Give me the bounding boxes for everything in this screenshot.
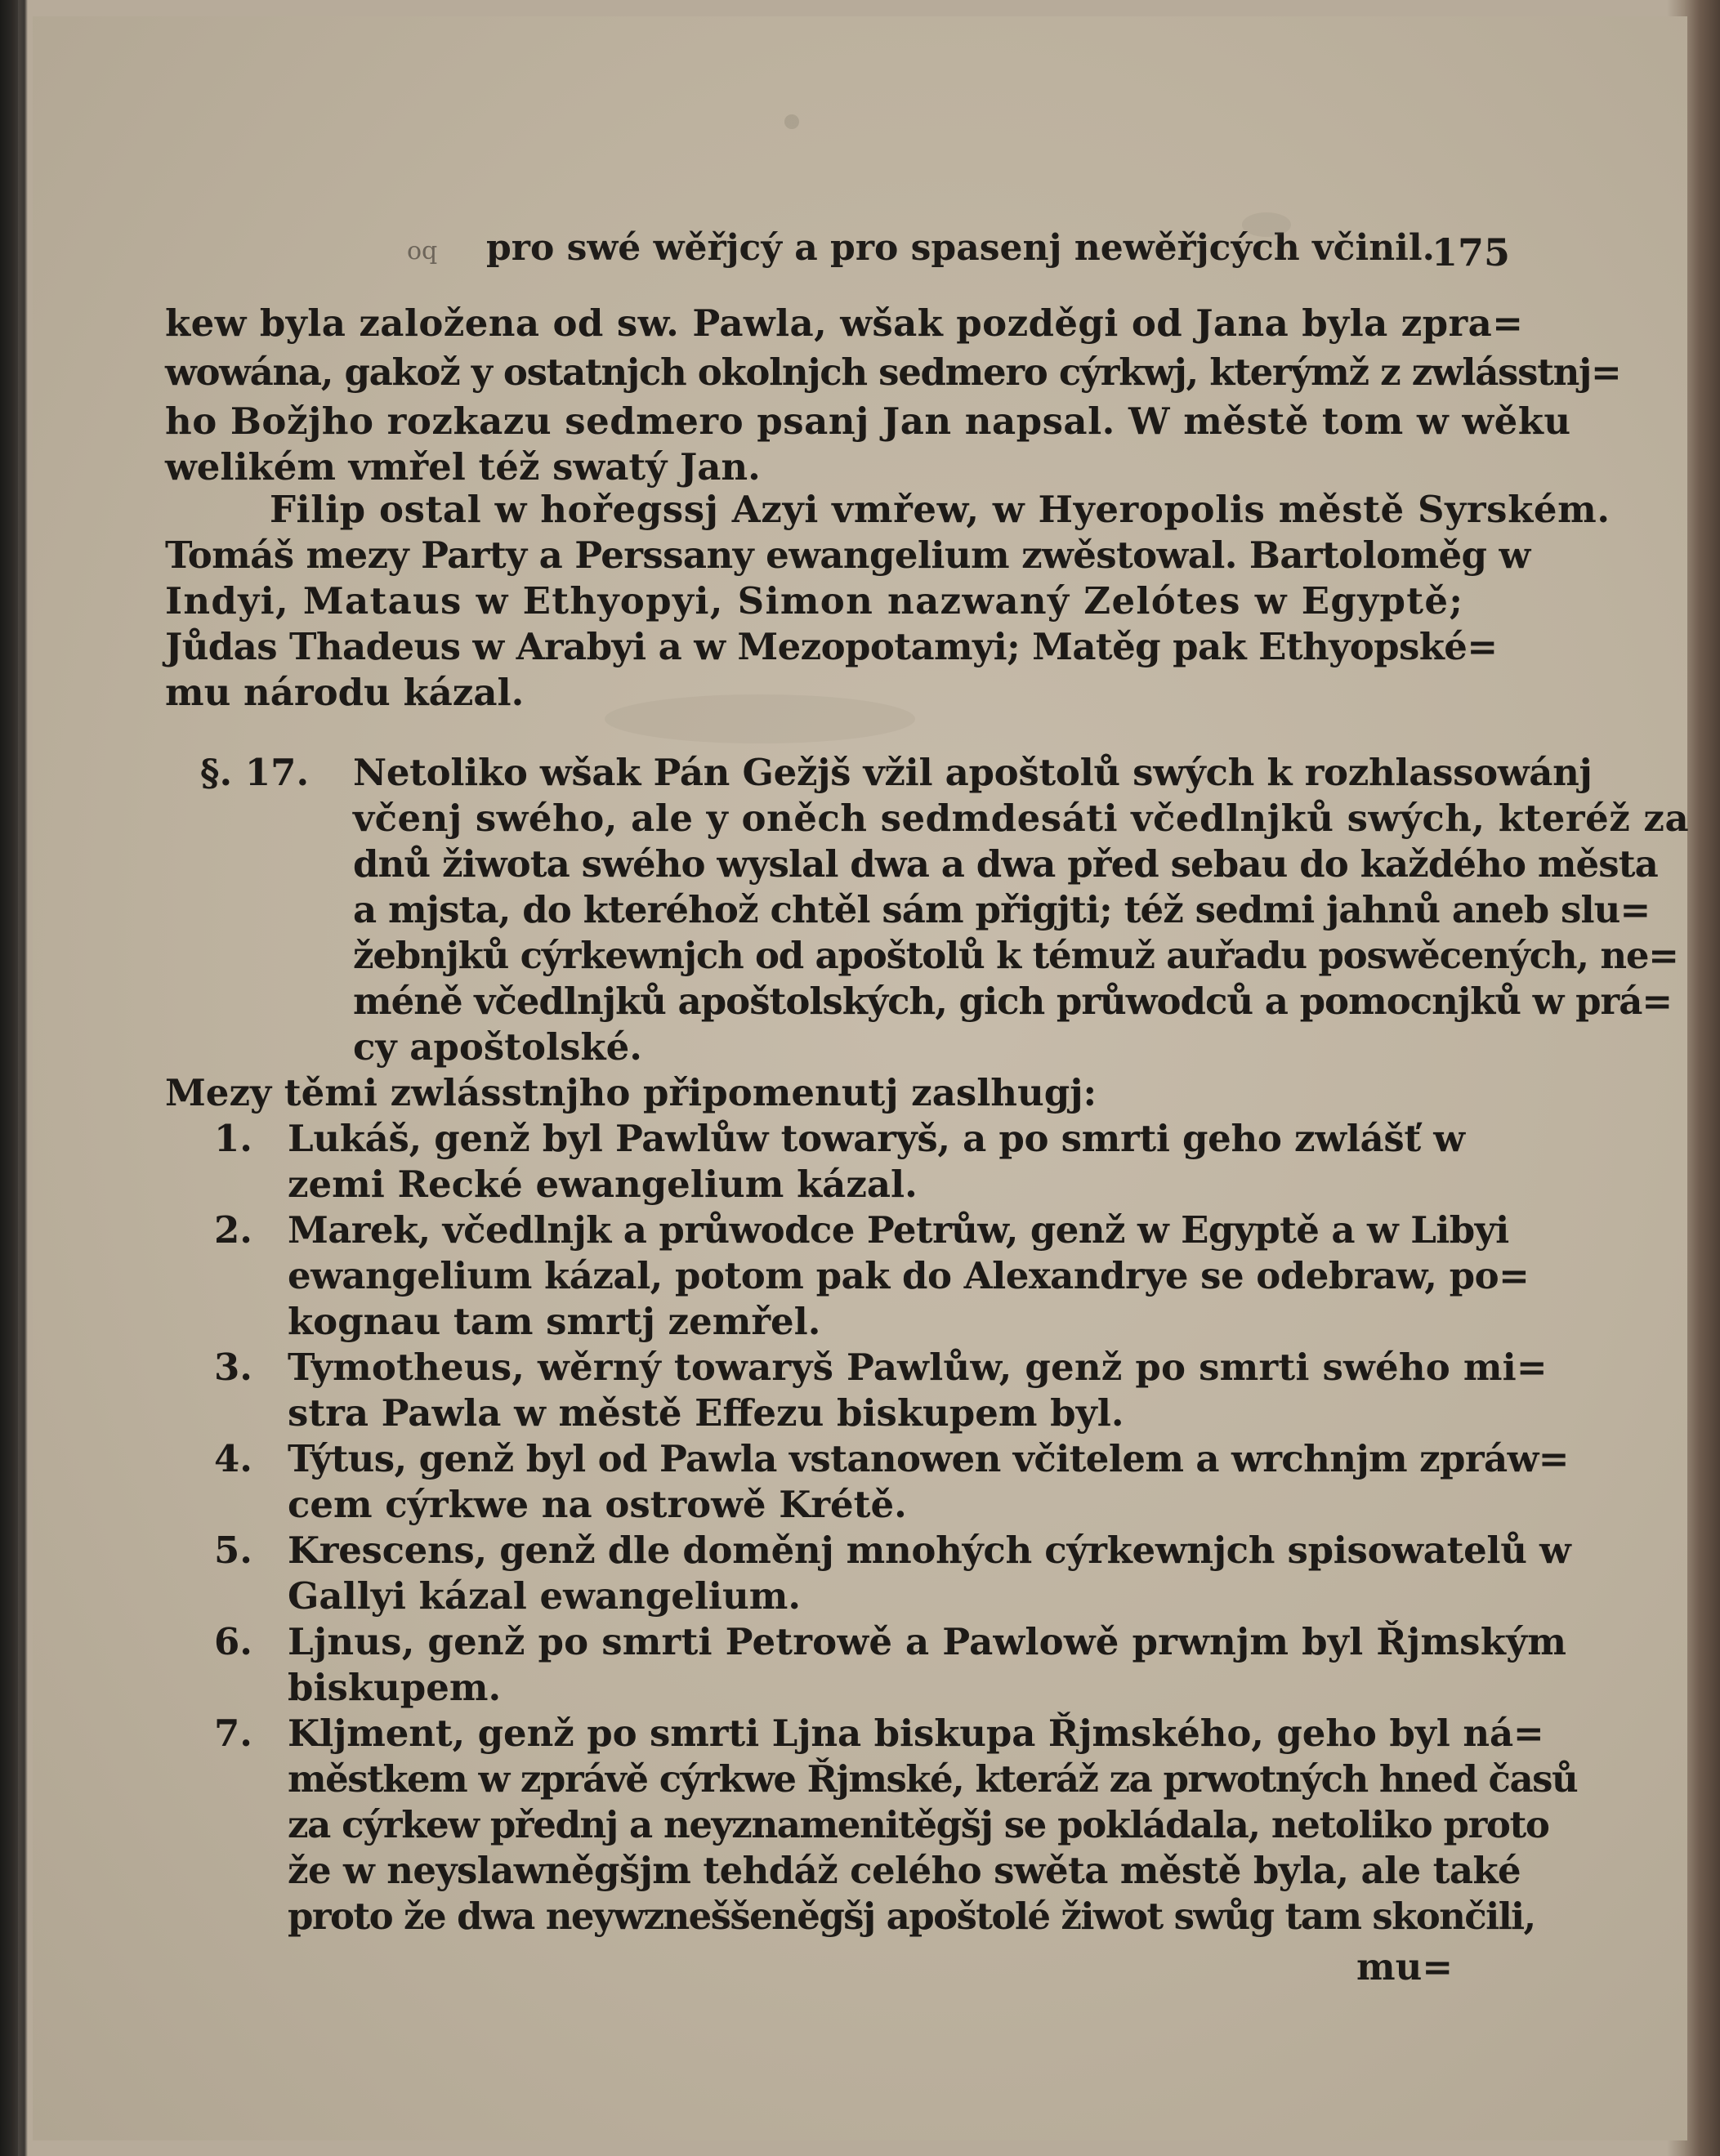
text-line: mu národu kázal. <box>165 671 525 714</box>
scan-smudge <box>605 694 915 743</box>
text-line: Lukáš, genž byl Pawlůw towaryš, a po smrti geho zwlášť w <box>288 1117 1465 1160</box>
list-item-number: 2. <box>214 1208 252 1252</box>
text-line: biskupem. <box>288 1666 502 1709</box>
text-line: Marek, včedlnjk a průwodce Petrůw, genž w Egyptě a w Libyi <box>288 1208 1509 1252</box>
section-label: §. 17. <box>200 751 310 794</box>
text-line: stra Pawla w městě Effezu biskupem byl. <box>288 1391 1124 1435</box>
list-item-number: 7. <box>214 1712 252 1755</box>
text-line: zemi Recké ewangelium kázal. <box>288 1163 918 1206</box>
text-line: cem cýrkwe na ostrowě Krétě. <box>288 1483 907 1526</box>
list-item-number: 3. <box>214 1346 252 1389</box>
list-item-number: 6. <box>214 1620 252 1663</box>
text-line: welikém vmřel též swatý Jan. <box>165 445 761 489</box>
scan-smudge <box>784 114 799 129</box>
text-line: včenj swého, ale y oněch sedmdesáti včedlnjků swých, kteréž za <box>353 797 1690 840</box>
text-line: ho Božjho rozkazu sedmero psanj Jan napsal. W městě tom w wěku <box>165 400 1571 443</box>
text-line: Netoliko wšak Pán Gežjš vžil apoštolů swých k rozhlassowánj <box>353 751 1593 794</box>
text-line: méně včedlnjků apoštolských, gich průwodců a pomocnjků w prá= <box>353 980 1673 1023</box>
text-line: cy apoštolské. <box>353 1025 642 1069</box>
text-line: že w neyslawněgšjm tehdáž celého swěta městě byla, ale také <box>288 1849 1521 1892</box>
text-line: a mjsta, do kteréhož chtěl sám přigjti; též sedmi jahnů aneb slu= <box>353 888 1651 931</box>
list-item-number: 4. <box>214 1437 252 1480</box>
text-line: wowána, gakož y ostatnjch okolnjch sedmero cýrkwj, kterýmž z zwlásstnj= <box>165 350 1621 394</box>
text-line: Týtus, genž byl od Pawla vstanowen včitelem a wrchnjm zpráw= <box>288 1437 1569 1480</box>
list-item-number: 1. <box>214 1117 252 1160</box>
text-line: kew byla založena od sw. Pawla, wšak pozděgi od Jana byla zpra= <box>165 301 1524 345</box>
text-line: za cýrkew přednj a neyznamenitěgšj se pokládala, netoliko proto <box>288 1803 1549 1846</box>
text-line: žebnjků cýrkewnjch od apoštolů k témuž auřadu poswěcených, ne= <box>353 934 1678 977</box>
text-line: Indyi, Mataus w Ethyopyi, Simon nazwaný Zelótes w Egyptě; <box>165 579 1464 623</box>
text-line: Tymotheus, wěrný towaryš Pawlůw, genž po smrti swého mi= <box>288 1346 1548 1389</box>
page-number: 175 <box>1432 230 1511 275</box>
text-line: Jůdas Thadeus w Arabyi a w Mezopotamyi; Matěg pak Ethyopské= <box>165 625 1498 668</box>
text-line: Tomáš mezy Party a Perssany ewangelium zwěstowal. Bartoloměg w <box>165 533 1530 577</box>
binding-edge-left <box>11 0 18 2156</box>
text-line: dnů žiwota swého wyslal dwa a dwa před sebau do každého města <box>353 842 1658 886</box>
text-line: proto že dwa neywzneššeněgšj apoštolé žiwot swůg tam skončili, <box>288 1895 1535 1938</box>
running-head: pro swé wěřjcý a pro spasenj newěřjcých včinil. <box>486 227 1435 269</box>
book-page <box>33 16 1690 2140</box>
text-line: Gallyi kázal ewangelium. <box>288 1574 802 1618</box>
text-line: Krescens, genž dle doměnj mnohých cýrkewnjch spisowatelů w <box>288 1529 1571 1572</box>
catchword: mu= <box>1356 1945 1454 1989</box>
list-item-number: 5. <box>214 1529 252 1572</box>
folio-mark: oq <box>407 237 438 266</box>
text-line: ewangelium kázal, potom pak do Alexandrye se odebraw, po= <box>288 1254 1530 1297</box>
text-line: Kljment, genž po smrti Ljna biskupa Řjmského, geho byl ná= <box>288 1712 1544 1755</box>
text-line: městkem w zprávě cýrkwe Řjmské, kteráž za prwotných hned časů <box>288 1757 1578 1801</box>
scan-smudge <box>1242 212 1291 237</box>
text-line: Filip ostal w hořegssj Azyi vmřew, w Hyeropolis městě Syrském. <box>270 488 1611 531</box>
text-line: Ljnus, genž po smrti Petrowě a Pawlowě prwnjm byl Řjmským <box>288 1620 1567 1663</box>
list-intro: Mezy těmi zwlásstnjho připomenutj zaslhugj: <box>165 1071 1097 1114</box>
text-line: kognau tam smrtj zemřel. <box>288 1300 821 1343</box>
